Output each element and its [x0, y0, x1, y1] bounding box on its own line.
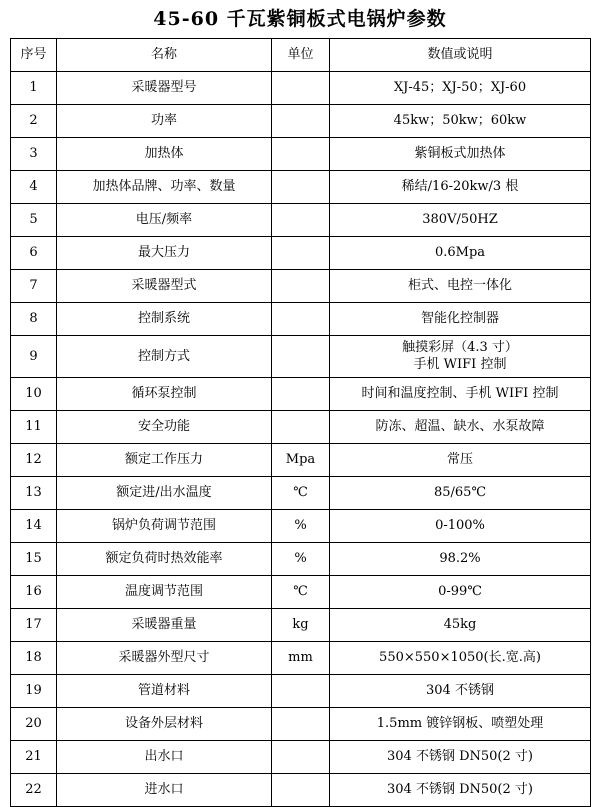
table-row	[11, 707, 591, 740]
cell-name: 温度调节范围	[57, 575, 272, 608]
table-body	[11, 38, 591, 806]
table-row	[11, 476, 591, 509]
cell-index: 16	[11, 575, 57, 608]
column-header-no: 序号	[11, 38, 57, 71]
cell-name: 设备外层材料	[57, 707, 272, 740]
cell-value: 智能化控制器	[330, 302, 591, 335]
cell-unit: mm	[272, 641, 330, 674]
cell-value: 0.6Mpa	[330, 236, 591, 269]
table-row	[11, 377, 591, 410]
cell-value: 45kw；50kw；60kw	[330, 104, 591, 137]
cell-name: 额定工作压力	[57, 443, 272, 476]
cell-value: XJ-45；XJ-50；XJ-60	[330, 71, 591, 104]
cell-name: 管道材料	[57, 674, 272, 707]
table-row	[11, 104, 591, 137]
cell-name: 功率	[57, 104, 272, 137]
cell-name: 额定进/出水温度	[57, 476, 272, 509]
cell-index: 9	[11, 335, 57, 377]
cell-name: 采暖器型号	[57, 71, 272, 104]
cell-unit	[272, 674, 330, 707]
cell-unit	[272, 236, 330, 269]
table-header-row	[11, 38, 591, 71]
cell-name: 控制系统	[57, 302, 272, 335]
page-title: 45-60 千瓦紫铜板式电锅炉参数	[153, 8, 447, 30]
cell-value: 304 不锈钢	[330, 674, 591, 707]
cell-name: 锅炉负荷调节范围	[57, 509, 272, 542]
column-header-value: 数值或说明	[330, 38, 591, 71]
table-row	[11, 203, 591, 236]
cell-index: 13	[11, 476, 57, 509]
cell-unit: Mpa	[272, 443, 330, 476]
cell-index: 20	[11, 707, 57, 740]
cell-value: 304 不锈钢 DN50(2 寸)	[330, 773, 591, 806]
cell-value: 紫铜板式加热体	[330, 137, 591, 170]
cell-unit: ℃	[272, 575, 330, 608]
cell-unit: %	[272, 542, 330, 575]
cell-unit: kg	[272, 608, 330, 641]
cell-value: 时间和温度控制、手机 WIFI 控制	[330, 377, 591, 410]
column-header-name: 名称	[57, 38, 272, 71]
cell-value: 防冻、超温、缺水、水泵故障	[330, 410, 591, 443]
cell-value: 380V/50HZ	[330, 203, 591, 236]
cell-name: 采暖器外型尺寸	[57, 641, 272, 674]
cell-unit	[272, 137, 330, 170]
table-row	[11, 269, 591, 302]
cell-index: 4	[11, 170, 57, 203]
cell-name: 加热体品牌、功率、数量	[57, 170, 272, 203]
table-row	[11, 740, 591, 773]
cell-unit	[272, 302, 330, 335]
cell-unit	[272, 170, 330, 203]
cell-unit	[272, 71, 330, 104]
table-row	[11, 509, 591, 542]
cell-index: 18	[11, 641, 57, 674]
cell-value: 550×550×1050(长.宽.高)	[330, 641, 591, 674]
column-header-unit: 单位	[272, 38, 330, 71]
cell-name: 采暖器型式	[57, 269, 272, 302]
cell-unit	[272, 707, 330, 740]
cell-unit	[272, 377, 330, 410]
table-row	[11, 71, 591, 104]
cell-value: 柜式、电控一体化	[330, 269, 591, 302]
cell-name: 额定负荷时热效能率	[57, 542, 272, 575]
table-row	[11, 302, 591, 335]
cell-value: 稀结/16-20kw/3 根	[330, 170, 591, 203]
cell-index: 10	[11, 377, 57, 410]
table-row	[11, 608, 591, 641]
cell-value: 0-100%	[330, 509, 591, 542]
cell-value: 1.5mm 镀锌钢板、喷塑处理	[330, 707, 591, 740]
table-row	[11, 641, 591, 674]
cell-unit	[272, 335, 330, 377]
table-row	[11, 542, 591, 575]
table-row	[11, 575, 591, 608]
cell-value: 304 不锈钢 DN50(2 寸)	[330, 740, 591, 773]
table-row	[11, 335, 591, 377]
cell-index: 5	[11, 203, 57, 236]
cell-unit	[272, 269, 330, 302]
cell-name: 采暖器重量	[57, 608, 272, 641]
cell-index: 7	[11, 269, 57, 302]
cell-name: 进水口	[57, 773, 272, 806]
cell-index: 11	[11, 410, 57, 443]
table-row	[11, 773, 591, 806]
specification-table	[10, 38, 591, 807]
table-row	[11, 137, 591, 170]
cell-name: 安全功能	[57, 410, 272, 443]
cell-name: 循环泵控制	[57, 377, 272, 410]
cell-unit: ℃	[272, 476, 330, 509]
table-row	[11, 443, 591, 476]
cell-index: 6	[11, 236, 57, 269]
cell-index: 8	[11, 302, 57, 335]
cell-index: 12	[11, 443, 57, 476]
cell-index: 21	[11, 740, 57, 773]
cell-index: 19	[11, 674, 57, 707]
cell-unit: %	[272, 509, 330, 542]
cell-value: 98.2%	[330, 542, 591, 575]
cell-value: 常压	[330, 443, 591, 476]
cell-index: 14	[11, 509, 57, 542]
cell-name: 控制方式	[57, 335, 272, 377]
cell-index: 2	[11, 104, 57, 137]
cell-name: 最大压力	[57, 236, 272, 269]
table-row	[11, 674, 591, 707]
cell-value: 触摸彩屏（4.3 寸） 手机 WIFI 控制	[330, 335, 591, 377]
cell-value: 85/65℃	[330, 476, 591, 509]
cell-index: 3	[11, 137, 57, 170]
cell-index: 17	[11, 608, 57, 641]
cell-unit	[272, 773, 330, 806]
cell-unit	[272, 410, 330, 443]
table-row	[11, 410, 591, 443]
cell-index: 1	[11, 71, 57, 104]
cell-name: 出水口	[57, 740, 272, 773]
cell-value: 0-99℃	[330, 575, 591, 608]
cell-unit	[272, 104, 330, 137]
cell-index: 15	[11, 542, 57, 575]
table-row	[11, 170, 591, 203]
cell-name: 电压/频率	[57, 203, 272, 236]
cell-name: 加热体	[57, 137, 272, 170]
cell-index: 22	[11, 773, 57, 806]
cell-unit	[272, 740, 330, 773]
table-row	[11, 236, 591, 269]
cell-unit	[272, 203, 330, 236]
cell-value: 45kg	[330, 608, 591, 641]
